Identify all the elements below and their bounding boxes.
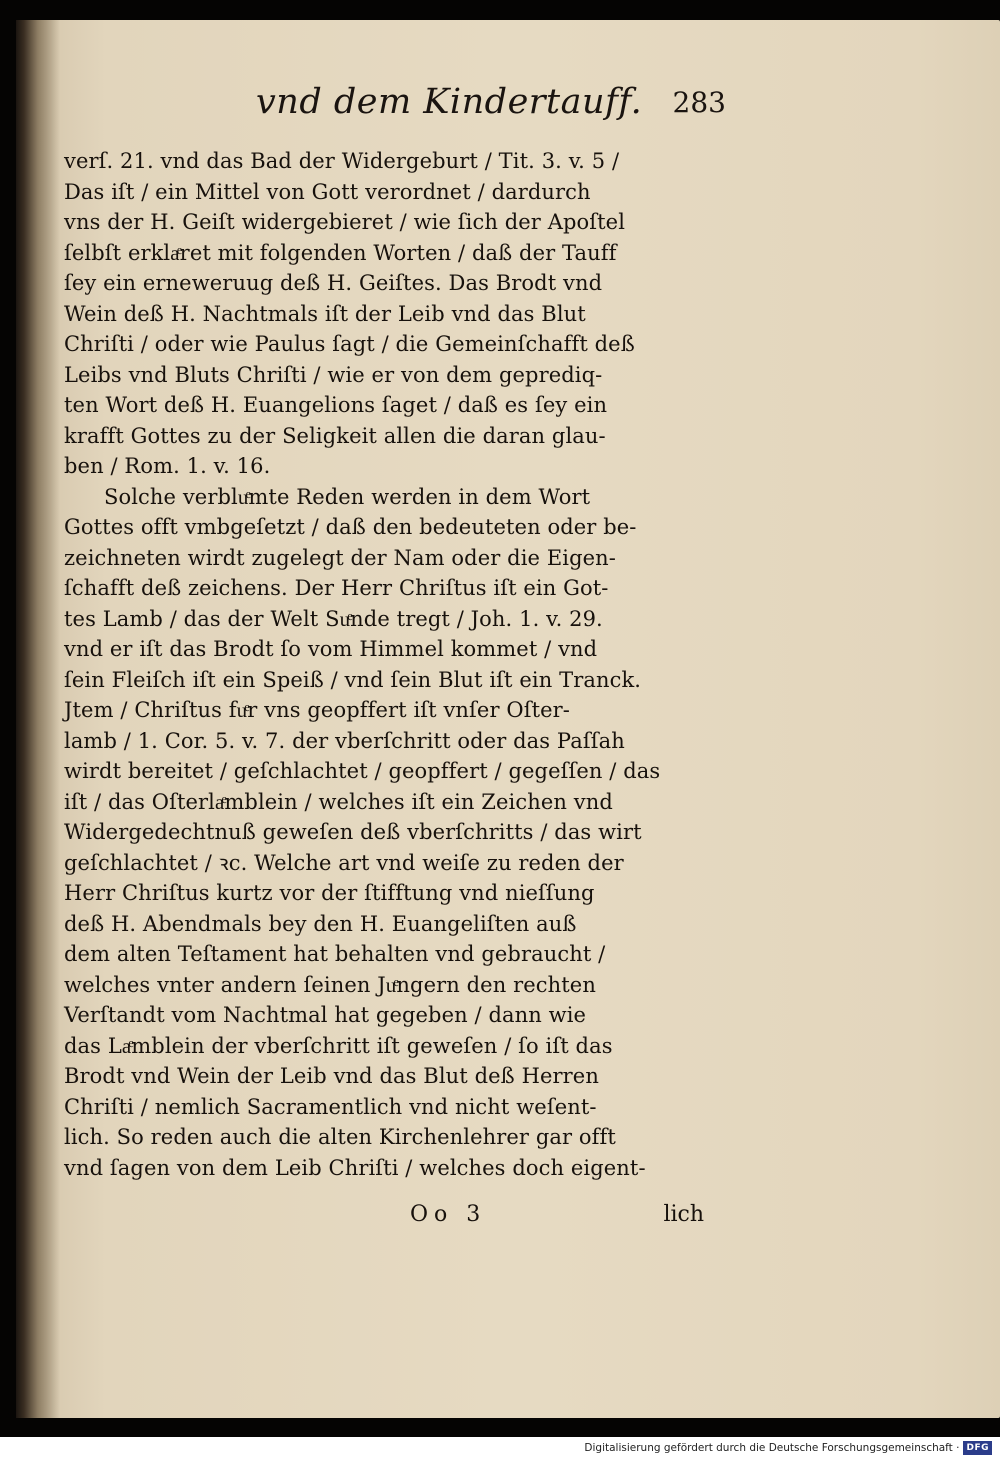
text-line: Wein deß H. Nachtmals iſt der Leib vnd das Blut (64, 301, 586, 326)
text-line: ſey ein erneweruug deß H. Geiſtes. Das Brodt vnd (64, 271, 603, 295)
text-line: Jtem / Chriſtus fuͤr vns geopffert iſt vnſer Oſter- (64, 698, 570, 722)
text-line: ten Wort deß H. Euangelions ſaget / daß es ſey ein (64, 393, 608, 417)
text-line: Das iſt / ein Mittel von Gott verordnet / dardurch (64, 179, 591, 204)
text-line: Solche verbluͤmte Reden werden in dem Wort (104, 484, 591, 509)
page-header (256, 82, 726, 138)
text-line: zeichneten wirdt zugelegt der Nam oder die Eigen- (64, 545, 616, 570)
funding-credit (584, 1441, 992, 1455)
dfg-logo: DFG (963, 1441, 992, 1455)
text-line: Gottes offt vmbgeſetzt / daß den bedeuteten oder be- (64, 515, 637, 539)
text-line: Verſtandt vom Nachtmal hat gegeben / dann wie (64, 1003, 587, 1027)
text-line: Brodt vnd Wein der Leib vnd das Blut deß Herren (64, 1064, 599, 1088)
page-gutter (16, 20, 60, 1418)
text-line: ſchafft deß zeichens. Der Herr Chriſtus iſt ein Got- (64, 576, 609, 600)
text-line: Chriſti / nemlich Sacramentlich vnd nicht weſent- (64, 1094, 597, 1119)
text-line: dem alten Teſtament hat behalten vnd gebraucht / (64, 942, 606, 966)
credit-bar (0, 1437, 1000, 1461)
text-line: ſein Fleiſch iſt ein Speiß / vnd ſein Blut iſt ein Tranck. (64, 667, 642, 692)
text-line: Chriſti / oder wie Paulus ſagt / die Gemeinſchafft deß (64, 332, 635, 356)
catchword: lich (663, 1202, 704, 1227)
text-line: deß H. Abendmals bey den H. Euangeliſten auß (64, 911, 577, 936)
text-line: lich. So reden auch die alten Kirchenlehrer gar offt (64, 1125, 616, 1149)
credit-text: Digitalisierung gefördert durch die Deutsche Forschungsgemeinschaft · (584, 1442, 960, 1454)
text-line: ſelbſt erklaͤret mit folgenden Worten / daß der Tauff (64, 240, 617, 265)
text-line: geſchlachtet / ꝛc. Welche art vnd weiſe zu reden der (64, 850, 624, 875)
book-page (16, 20, 1000, 1418)
text-line: tes Lamb / das der Welt Suͤnde tregt / Joh. 1. v. 29. (64, 606, 603, 631)
text-line: lamb / 1. Cor. 5. v. 7. der vberſchritt oder das Paſſah (64, 728, 625, 753)
text-line: krafft Gottes zu der Seligkeit allen die daran glau- (64, 423, 606, 448)
catchword-line (64, 1202, 704, 1236)
text-line: verſ. 21. vnd das Bad der Widergeburt / Tit. 3. v. 5 / (64, 149, 620, 173)
text-line: Widergedechtnuß geweſen deß vberſchritts / das wirt (64, 820, 642, 844)
text-line: ben / Rom. 1. v. 16. (64, 454, 271, 478)
text-line: Leibs vnd Bluts Chriſti / wie er von dem geprediq- (64, 362, 603, 387)
text-line: wirdt bereitet / geſchlachtet / geopffert / gegeſſen / das (64, 759, 661, 783)
signature-mark: Oo 3 (410, 1202, 487, 1227)
running-head: vnd dem Kindertauff. (256, 82, 643, 122)
text-line: iſt / das Oſterlaͤmblein / welches iſt ein Zeichen vnd (64, 789, 613, 814)
text-line: welches vnter andern ſeinen Juͤngern den rechten (64, 972, 596, 997)
text-line: Herr Chriſtus kurtz vor der ſtifftung vnd nieſſung (64, 881, 595, 905)
body-text (64, 146, 724, 1183)
text-line: vnd ſagen von dem Leib Chriſti / welches doch eigent- (64, 1155, 646, 1180)
text-line: das Laͤmblein der vberſchritt iſt geweſen / ſo iſt das (64, 1033, 613, 1058)
page-number: 283 (672, 86, 726, 119)
text-line: vns der H. Geiſt widergebieret / wie ſich der Apoſtel (64, 210, 626, 234)
text-line: vnd er iſt das Brodt ſo vom Himmel kommet / vnd (64, 637, 598, 661)
